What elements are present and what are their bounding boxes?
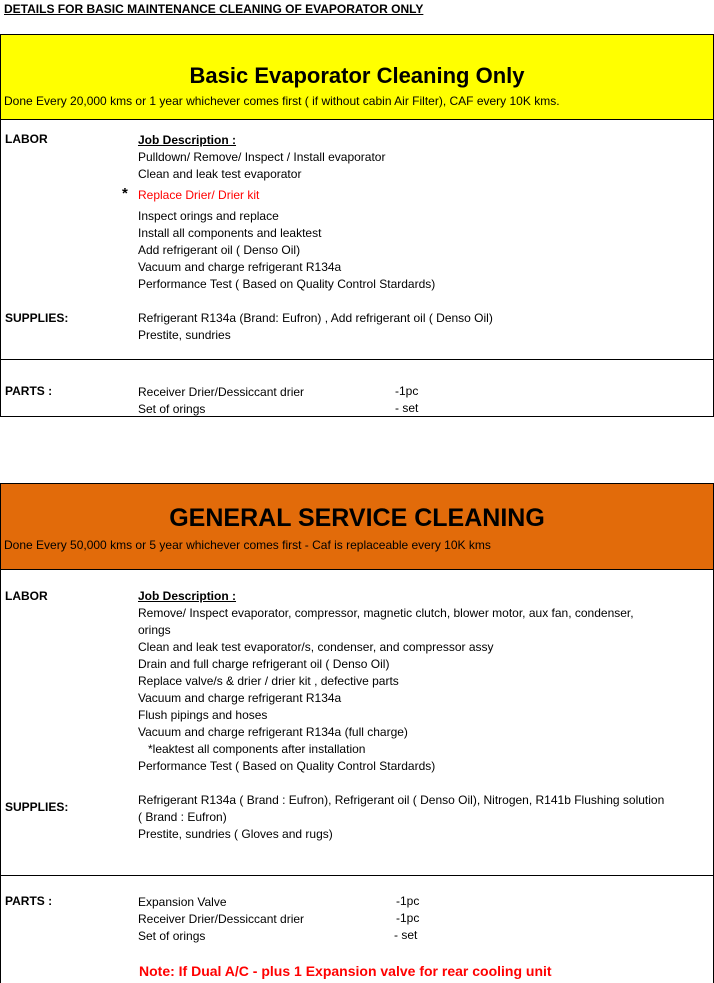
- divider: [1, 875, 713, 876]
- general-title: GENERAL SERVICE CLEANING: [169, 504, 545, 532]
- part-qty: -1pc: [395, 384, 419, 398]
- part-name: Receiver Drier/Dessiccant drier: [138, 912, 305, 926]
- general-subtitle: Done Every 50,000 kms or 5 year whichever comes first - Caf is replaceable every 10K kms: [4, 538, 491, 552]
- list-item: Vacuum and charge refrigerant R134a (full charge): [138, 725, 408, 739]
- page-title: DETAILS FOR BASIC MAINTENANCE CLEANING OF EVAPORATOR ONLY: [4, 2, 424, 16]
- list-item: orings: [138, 623, 171, 637]
- list-item: Performance Test ( Based on Quality Control Stardards): [138, 759, 436, 773]
- list-item: Vacuum and charge refrigerant R134a: [138, 691, 342, 705]
- list-item: Inspect orings and replace: [138, 209, 279, 223]
- part-qty: -1pc: [396, 911, 420, 925]
- list-item: Clean and leak test evaporator: [138, 167, 302, 181]
- list-item: Refrigerant R134a ( Brand : Eufron), Refrigerant oil ( Denso Oil), Nitrogen, R141b Flushing solution: [138, 793, 665, 807]
- list-item: Clean and leak test evaporator/s, condenser, and compressor assy: [138, 640, 494, 654]
- basic-title: Basic Evaporator Cleaning Only: [189, 63, 525, 88]
- part-name: Receiver Drier/Dessiccant drier: [138, 385, 305, 399]
- general-labor-label: LABOR: [5, 589, 48, 603]
- list-item: Drain and full charge refrigerant oil ( Denso Oil): [138, 657, 390, 671]
- divider: [1, 119, 713, 120]
- dual-ac-note: Note: If Dual A/C - plus 1 Expansion valve for rear cooling unit: [139, 963, 552, 979]
- list-item: Remove/ Inspect evaporator, compressor, magnetic clutch, blower motor, aux fan, condenser,: [138, 606, 634, 620]
- part-name: Set of orings: [138, 929, 206, 943]
- list-item: Add refrigerant oil ( Denso Oil): [138, 243, 301, 257]
- list-item: Performance Test ( Based on Quality Control Stardards): [138, 277, 436, 291]
- list-item: ( Brand : Eufron): [138, 810, 227, 824]
- basic-section: [0, 34, 714, 417]
- basic-supplies-label: SUPPLIES:: [5, 311, 69, 325]
- list-item: Refrigerant R134a (Brand: Eufron) , Add refrigerant oil ( Denso Oil): [138, 311, 493, 325]
- list-item: *leaktest all components after installation: [138, 742, 366, 756]
- list-item: Install all components and leaktest: [138, 226, 322, 240]
- list-item: Prestite, sundries ( Gloves and rugs): [138, 827, 333, 841]
- star-marker: *: [122, 185, 128, 202]
- list-item: Pulldown/ Remove/ Inspect / Install evaporator: [138, 150, 386, 164]
- general-parts-label: PARTS :: [5, 894, 53, 908]
- part-name: Expansion Valve: [138, 895, 227, 909]
- basic-job-heading: Job Description :: [138, 133, 237, 147]
- list-item: Vacuum and charge refrigerant R134a: [138, 260, 342, 274]
- part-qty: - set: [395, 401, 419, 415]
- basic-labor-label: LABOR: [5, 132, 48, 146]
- part-name: Set of orings: [138, 402, 206, 416]
- general-supplies-label: SUPPLIES:: [5, 800, 69, 814]
- part-qty: -1pc: [396, 894, 420, 908]
- basic-subtitle: Done Every 20,000 kms or 1 year whichever comes first ( if without cabin Air Filter), CAF every 10K kms.: [4, 94, 560, 108]
- list-item: Prestite, sundries: [138, 328, 231, 342]
- list-item: Replace valve/s & drier / drier kit , defective parts: [138, 674, 399, 688]
- basic-parts-label: PARTS :: [5, 384, 53, 398]
- general-job-heading: Job Description :: [138, 589, 237, 603]
- list-item: Replace Drier/ Drier kit: [138, 188, 260, 202]
- divider: [1, 569, 713, 570]
- divider: [1, 359, 713, 360]
- general-section: [0, 483, 714, 983]
- part-qty: - set: [394, 928, 418, 942]
- list-item: Flush pipings and hoses: [138, 708, 268, 722]
